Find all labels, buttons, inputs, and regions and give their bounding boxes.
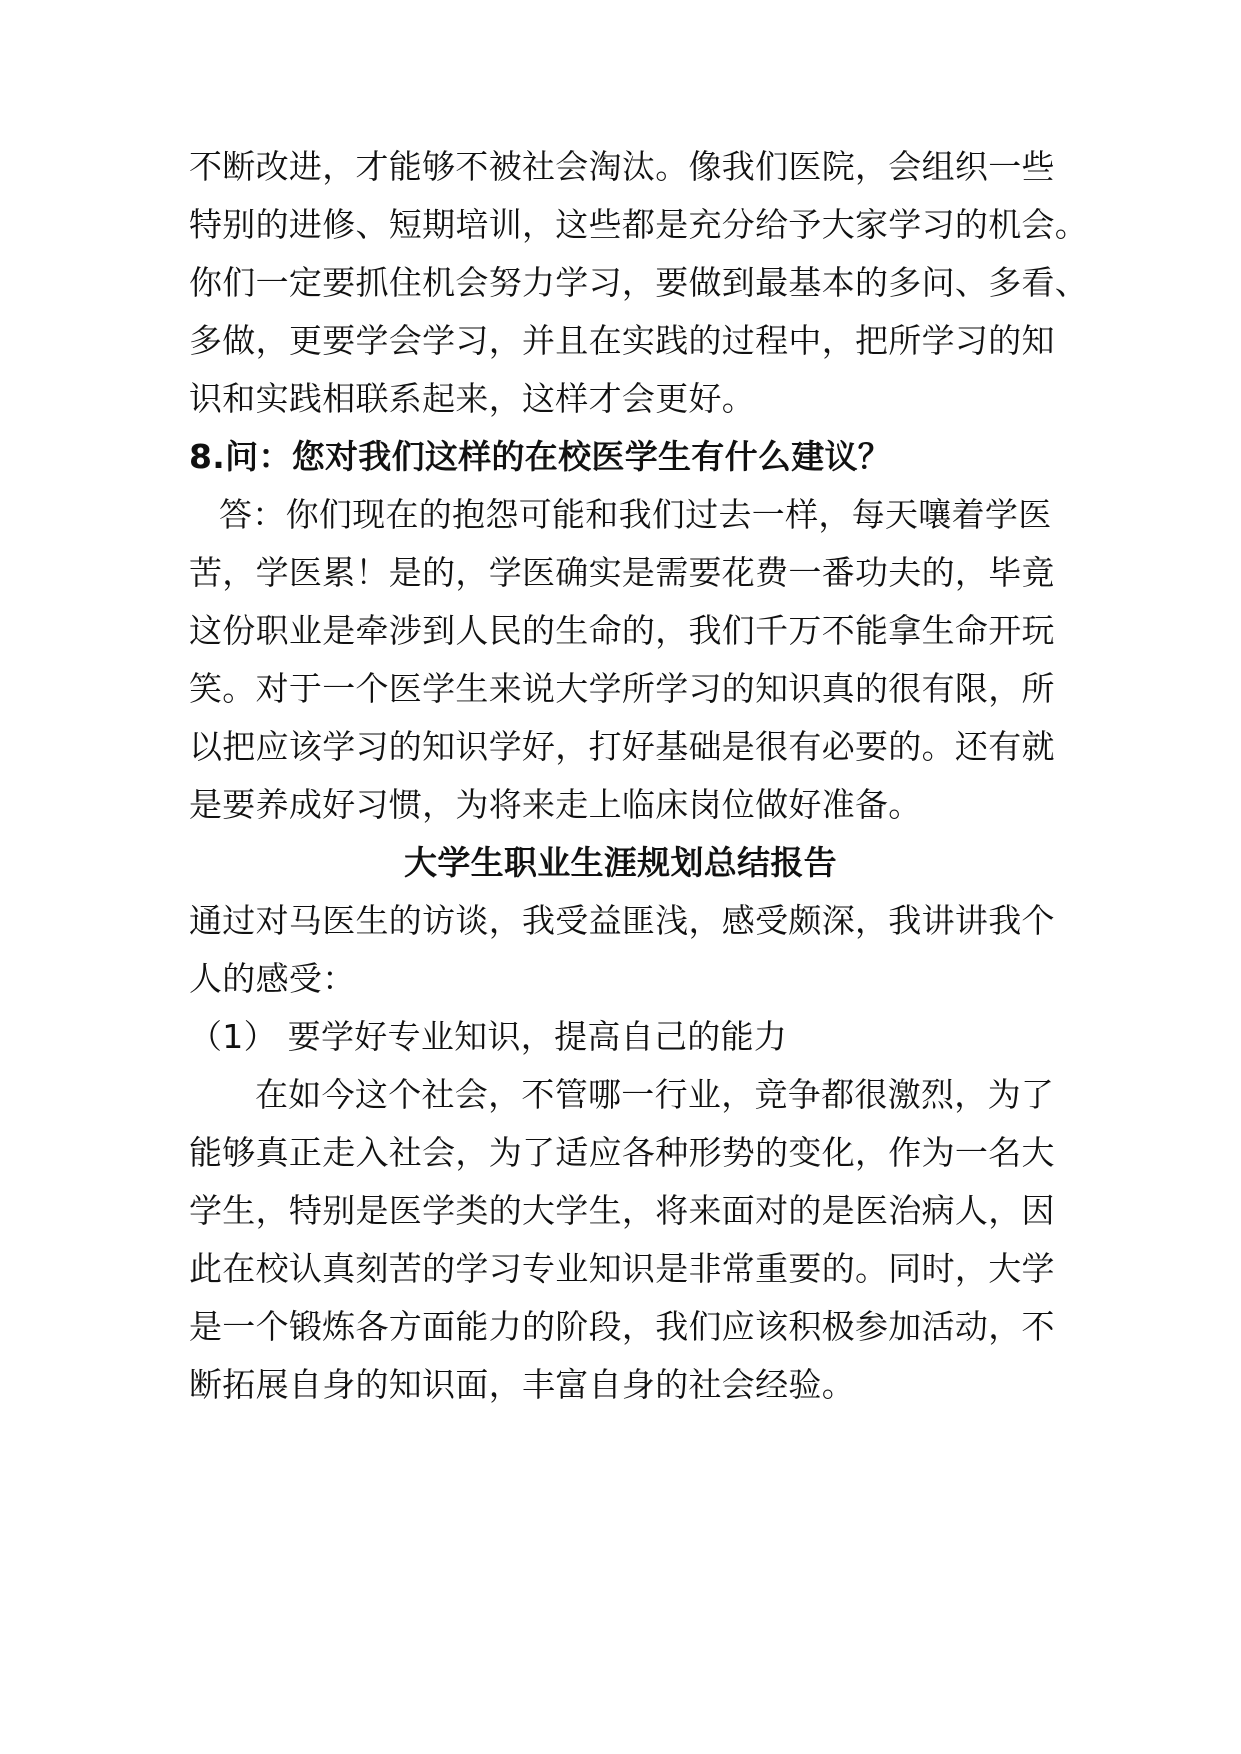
- paragraph-line: 多做，更要学会学习，并且在实践的过程中，把所学习的知: [189, 321, 1055, 360]
- paragraph-line: 特别的进修、短期培训，这些都是充分给予大家学习的机会。: [189, 205, 1089, 244]
- paragraph-line: 识和实践相联系起来，这样才会更好。: [189, 379, 756, 418]
- summary-line: 通过对马医生的访谈，我受益匪浅，感受颇深，我讲讲我个: [189, 901, 1055, 940]
- answer-line: 这份职业是牵涉到人民的生命的，我们千万不能拿生命开玩: [189, 611, 1055, 650]
- section-title: 大学生职业生涯规划总结报告: [404, 843, 837, 882]
- summary-line: 断拓展自身的知识面，丰富自身的社会经验。: [189, 1365, 855, 1404]
- answer-line: 笑。对于一个医学生来说大学所学习的知识真的很有限，所: [189, 669, 1055, 708]
- summary-line: 是一个锻炼各方面能力的阶段，我们应该积极参加活动，不: [189, 1307, 1055, 1346]
- numbered-heading: （1） 要学好专业知识，提高自己的能力: [189, 1017, 788, 1056]
- question-heading: 8.问：您对我们这样的在校医学生有什么建议？: [189, 437, 892, 476]
- summary-line: 人的感受：: [189, 959, 356, 998]
- summary-line: 能够真正走入社会，为了适应各种形势的变化，作为一名大: [189, 1133, 1055, 1172]
- paragraph-line: 不断改进，才能够不被社会淘汰。像我们医院，会组织一些: [189, 147, 1055, 186]
- answer-line: 以把应该学习的知识学好，打好基础是很有必要的。还有就: [189, 727, 1055, 766]
- answer-line: 答：你们现在的抱怨可能和我们过去一样，每天嚷着学医: [219, 495, 1052, 534]
- summary-line: 此在校认真刻苦的学习专业知识是非常重要的。同时，大学: [189, 1249, 1055, 1288]
- summary-line: 学生，特别是医学类的大学生，将来面对的是医治病人，因: [189, 1191, 1055, 1230]
- summary-line: 在如今这个社会，不管哪一行业，竞争都很激烈，为了: [255, 1075, 1055, 1114]
- answer-line: 是要养成好习惯，为将来走上临床岗位做好准备。: [189, 785, 922, 824]
- paragraph-line: 你们一定要抓住机会努力学习，要做到最基本的多问、多看、: [189, 263, 1089, 302]
- answer-line: 苦，学医累！是的，学医确实是需要花费一番功夫的，毕竟: [189, 553, 1055, 592]
